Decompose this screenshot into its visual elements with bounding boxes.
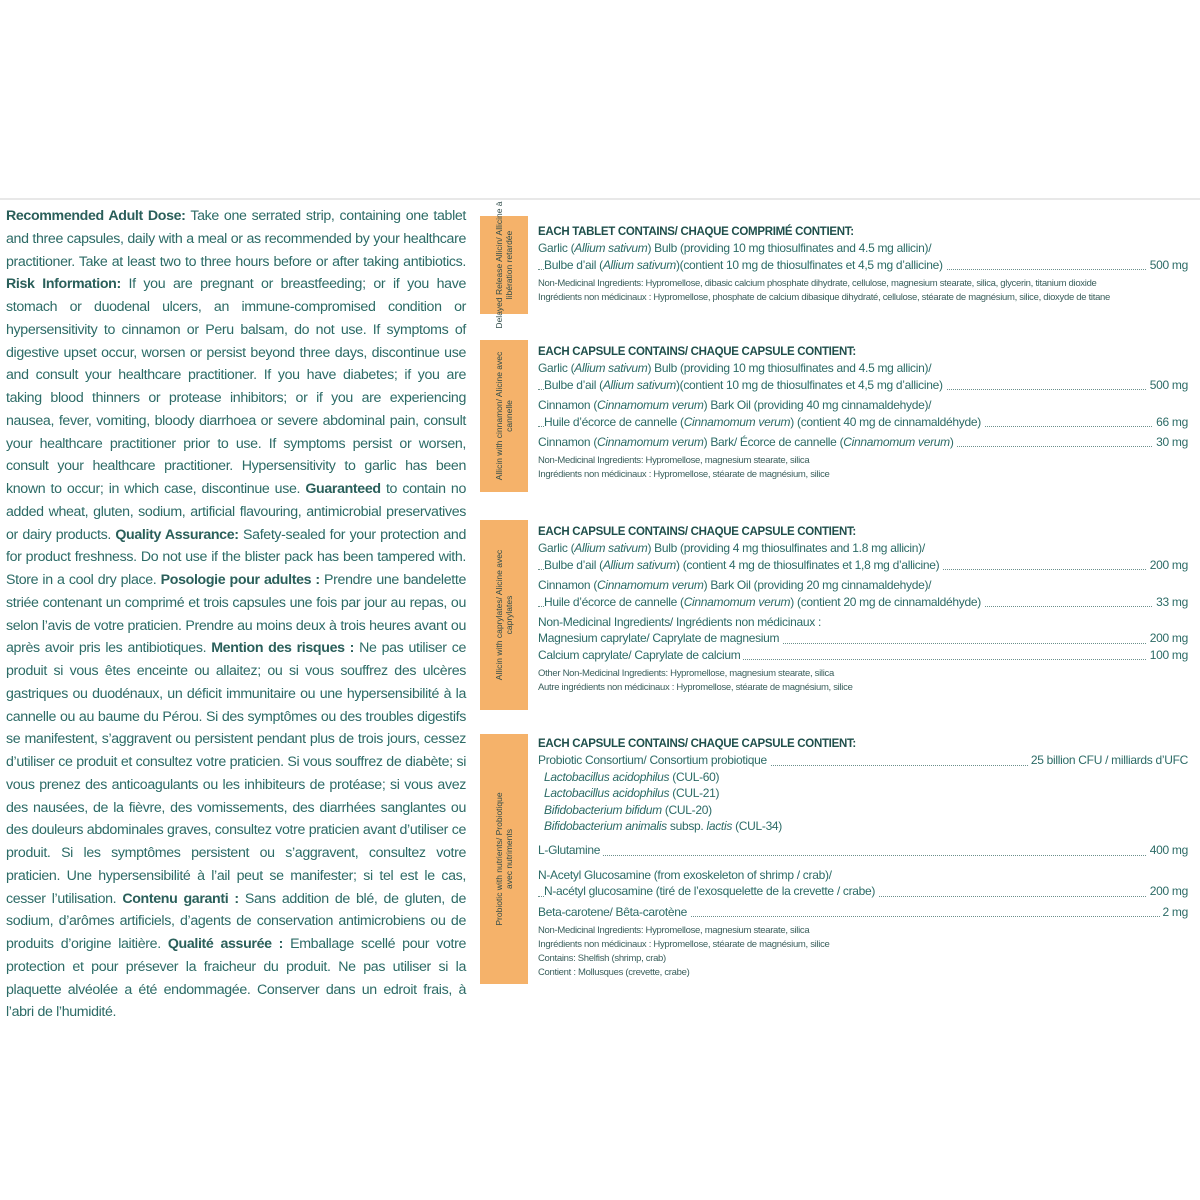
strain-4: Bifidobacterium animalis subsp. lactis (CUL-34)	[544, 819, 783, 834]
nmi-en: Non-Medicinal Ingredients: Hypromellose, magnesium stearate, silica	[538, 925, 810, 937]
probiotic-consortium: Probiotic Consortium/ Consortium probiotique 25 billion CFU / milliards d’UFC	[538, 753, 1188, 768]
directions-text: Recommended Adult Dose: Take one serrated strip, containing one tablet and three capsules, daily with a meal or as recommended by your healthcare practitioner. Take at least two to three hours before or after taking antibiotics. Risk Information: If you are pregnant or breastfeeding; or if you have stomach or duodenal ulcers, an immune-compromised condition or hypersensitivity to cinnamon or Peru balsam, do not use. If symptoms of digestive upset occur, worsen or persist beyond three days, discontinue use and consult your healthcare practitioner. If you have diabetes; if you are taking blood thinners or protease inhibitors; or if you are experiencing nausea, fever, vomiting, bloody diarrhoea or severe abdominal pain, consult your healthcare practitioner prior to use. If symptoms persist or worsen, consult your healthcare practitioner. Hypersensitivity to garlic has been known to occur; in which case, discontinue use. Guaranteed to contain no added wheat, gluten, sodium, artificial flavouring, antimicrobial preservatives or dairy products. Quality Assurance: Safety-sealed for your protection and for product freshness. Do not use if the blister pack has been tampered with. Store in a cool dry place. Posologie pour adultes : Prendre une bandelette striée contenant un comprimé et trois capsules une fois par jour au repas, ou selon l’avis de votre praticien. Prendre au moins deux à trois heures avant ou après avoir pris les antibiotiques. Mention des risques : Ne pas utiliser ce produit si vous êtes enceinte ou allaitez; ou si vous souffrez des ulcères gastriques ou duodénaux, un déficit immunitaire ou une hypersensibilité à la cannelle ou au baume du Pérou. Si des symptômes ou des troubles digestifs se manifestent, s’aggravent ou persistent pendant plus de trois jours, cessez d’utiliser ce produit et consultez votre praticien. Si vous souffrez de diabète; si vous prenez des anticoagulants ou les inhibiteurs de protéase; si vous avez des nausées, de la fièvre, des vomissements, des diarrhées sanglantes ou des douleurs abdominales graves, consultez votre praticien avant d’utiliser ce produit. Si les symptômes persistent ou s’aggravent, consultez votre praticien. Une hypersensibilité à l’ail peut se manifester; si tel est le cas, cesser l’utilisation. Contenu garanti : Sans addition de blé, de gluten, de sodium, d’arômes artificiels, d’agents de conservation antimicrobiens ou de produits d’origine laitière. Qualité assurée : Emballage scellé pour votre protection et pour présever la fraicheur du produit. Ne pas utiliser si la plaquette alvéolée a été endommagée. Conserver dans un edroit frais, à l’abri de l’humidité.	[6, 208, 467, 1021]
risk-label: Risk Information:	[6, 276, 121, 293]
section-header: EACH CAPSULE CONTAINS/ CHAQUE CAPSULE CONTIENT:	[538, 526, 856, 538]
l-glutamine: L-Glutamine 400 mg	[538, 843, 1188, 858]
nmi-header: Non-Medicinal Ingredients/ Ingrédients non médicinaux :	[538, 615, 822, 630]
contains-en: Contains: Shelfish (shrimp, crab)	[538, 953, 666, 965]
amount: 200 mg	[1147, 557, 1188, 573]
cinnamon-contents	[538, 344, 1188, 482]
nag-en: N-Acetyl Glucosamine (from exoskeleton of shrimp / crab)/	[538, 867, 832, 882]
amount: 66 mg	[1153, 414, 1188, 430]
section-header: EACH CAPSULE CONTAINS/ CHAQUE CAPSULE CONTIENT:	[538, 738, 856, 750]
amount: 30 mg	[1153, 434, 1188, 450]
strain-1: Lactobacillus acidophilus (CUL-60)	[544, 769, 720, 784]
garlic-line-fr: Bulbe d’ail (Allium sativum)(contient 10 mg de thiosulfinates et 4,5 mg d’allicine) 500 mg	[538, 377, 1188, 393]
other-nmi-fr: Autre ingrédients non médicinaux : Hypromellose, stéarate de magnésium, silice	[538, 682, 853, 694]
caprylate-contents	[538, 524, 1188, 695]
cinnamon-section	[480, 340, 1200, 492]
contains-fr: Contient : Mollusques (crevette, crabe)	[538, 967, 690, 979]
nmi-fr: Ingrédients non médicinaux : Hypromellose, phosphate de calcium dibasique dihydraté, cellulose, stéarate de magnésium, silice, dioxyde de titane	[538, 292, 1111, 304]
amount: 100 mg	[1147, 647, 1188, 663]
amount: 500 mg	[1147, 377, 1188, 393]
other-nmi-en: Other Non-Medicinal Ingredients: Hypromellose, magnesium stearate, silica	[538, 668, 834, 680]
amount: 33 mg	[1153, 594, 1188, 610]
cinnamon-oil-en: Cinnamon (Cinnamomum verum) Bark Oil (providing 40 mg cinnamaldehyde)/	[538, 398, 932, 413]
amount: 400 mg	[1147, 842, 1188, 858]
nmi-en: Non-Medicinal Ingredients: Hypromellose, dibasic calcium phosphate dihydrate, cellulose, magnesium stearate, silica, glycerin, titanium dioxide	[538, 278, 1097, 290]
mention-label: Mention des risques :	[211, 640, 355, 657]
tablet-tab: Delayed Release Allicin/ Allicine à libération retardée	[480, 216, 528, 314]
dose-label: Recommended Adult Dose:	[6, 208, 186, 224]
cinnamon-bark: Cinnamon (Cinnamomum verum) Bark/ Écorce de cannelle (Cinnamomum verum) 30 mg	[538, 435, 1188, 450]
cinnamon-oil-en: Cinnamon (Cinnamomum verum) Bark Oil (providing 20 mg cinnamaldehyde)/	[538, 578, 932, 593]
amount: 2 mg	[1160, 904, 1188, 920]
nmi-fr: Ingrédients non médicinaux : Hypromellose, stéarate de magnésium, silice	[538, 939, 830, 951]
garlic-line-fr: Bulbe d’ail (Allium sativum) (contient 4 mg de thiosulfinates et 1,8 mg d’allicine) 200 mg	[538, 557, 1188, 573]
cinnamon-oil-fr: Huile d’écorce de cannelle (Cinnamomum verum) (contient 40 mg de cinnamaldéhyde) 66 mg	[538, 414, 1188, 430]
probiotic-tab: Probiotic with nutrients/ Probiotique avec nutriments	[480, 734, 528, 984]
cinnamon-oil-fr: Huile d’écorce de cannelle (Cinnamomum verum) (contient 20 mg de cinnamaldéhyde) 33 mg	[538, 594, 1188, 610]
guaranteed-label: Guaranteed	[305, 481, 381, 497]
tablet-section	[480, 201, 1200, 329]
garlic-line-en: Garlic (Allium sativum) Bulb (providing 4 mg thiosulfinates and 1.8 mg allicin)/	[538, 541, 925, 556]
qualite-label: Qualité assurée :	[167, 936, 284, 952]
garlic-line-fr: Bulbe d’ail (Allium sativum)(contient 10 mg de thiosulfinates et 4,5 mg d’allicine) 500 mg	[538, 257, 1188, 273]
amount: 500 mg	[1147, 257, 1188, 273]
section-header: EACH CAPSULE CONTAINS/ CHAQUE CAPSULE CONTIENT:	[538, 346, 856, 358]
contenu-label: Contenu garanti :	[122, 890, 239, 907]
amount: 200 mg	[1147, 630, 1188, 646]
quality-label: Quality Assurance:	[115, 526, 239, 543]
section-header: EACH TABLET CONTAINS/ CHAQUE COMPRIMÉ CONTIENT:	[538, 226, 854, 238]
nag-fr: N-acétyl glucosamine (tiré de l’exosquelette de la crevette / crabe) 200 mg	[538, 883, 1188, 899]
directions-column	[6, 205, 466, 1024]
probiotic-contents	[538, 736, 1188, 980]
strain-2: Lactobacillus acidophilus (CUL-21)	[544, 786, 720, 801]
probiotic-section	[480, 734, 1200, 984]
garlic-line-en: Garlic (Allium sativum) Bulb (providing 10 mg thiosulfinates and 4.5 mg allicin)/	[538, 361, 932, 376]
nmi-en: Non-Medicinal Ingredients: Hypromellose, magnesium stearate, silica	[538, 455, 810, 467]
caprylate-tab: Allicin with caprylates/ Alicine avec caprylates	[480, 520, 528, 710]
cinnamon-tab: Allicin with cinnamon/ Alicine avec cannelle	[480, 340, 528, 492]
top-divider	[0, 198, 1200, 200]
tablet-contents	[538, 224, 1188, 305]
garlic-line-en: Garlic (Allium sativum) Bulb (providing 10 mg thiosulfinates and 4.5 mg allicin)/	[538, 241, 932, 256]
beta-carotene: Beta-carotene/ Bêta-carotène 2 mg	[538, 904, 1188, 919]
amount: 200 mg	[1147, 883, 1188, 899]
strain-3: Bifidobacterium bifidum (CUL-20)	[544, 802, 712, 817]
nmi-fr: Ingrédients non médicinaux : Hypromellose, stéarate de magnésium, silice	[538, 469, 830, 481]
calcium-caprylate: Calcium caprylate/ Caprylate de calcium 100 mg	[538, 647, 1188, 662]
caprylate-section	[480, 520, 1200, 710]
posologie-label: Posologie pour adultes :	[160, 572, 320, 588]
amount: 25 billion CFU / milliards d’UFC	[1028, 752, 1188, 768]
magnesium-caprylate: Magnesium caprylate/ Caprylate de magnesium 200 mg	[538, 631, 1188, 646]
